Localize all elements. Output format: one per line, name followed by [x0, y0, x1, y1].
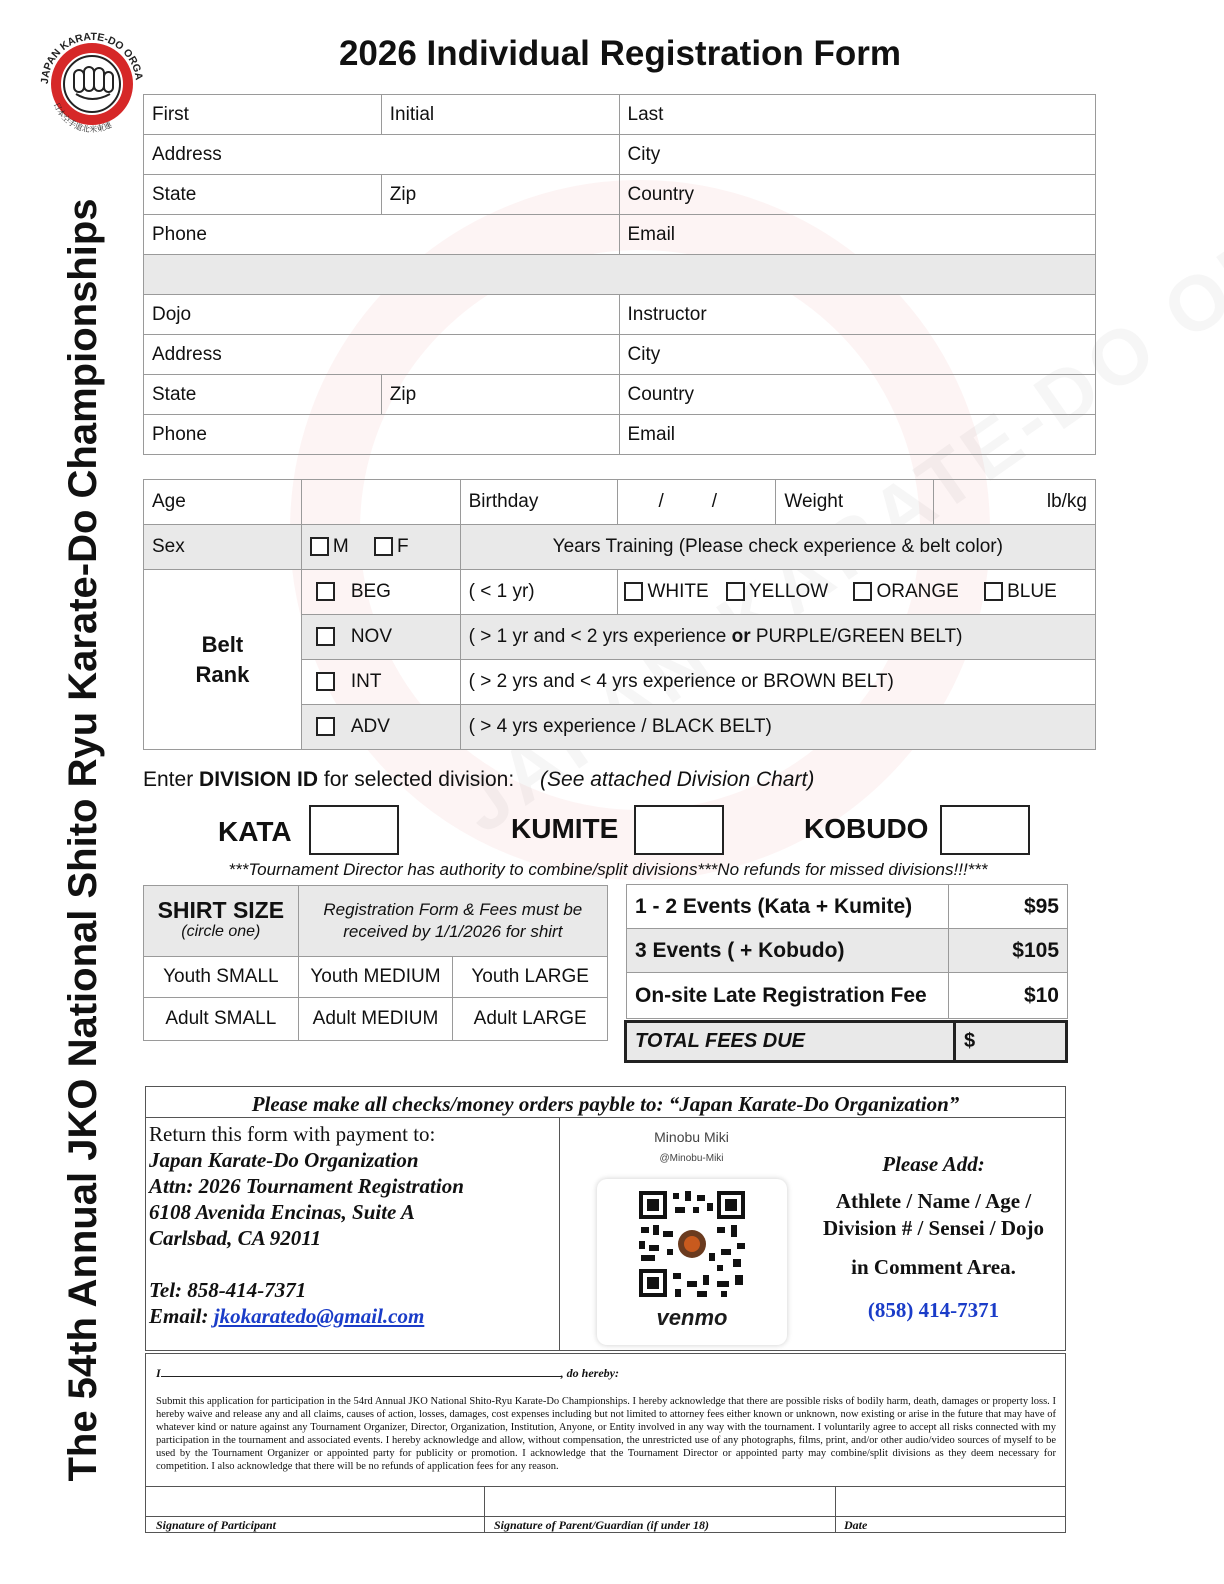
kata-label: KATA — [218, 816, 292, 847]
division-notice: ***Tournament Director has authority to combine/split divisions***No refunds for missed divisions!!!*** — [228, 860, 988, 879]
venmo-card[interactable] — [597, 1179, 787, 1345]
shirt-adult-small[interactable]: Adult SMALL — [144, 998, 299, 1041]
page-title: 2026 Individual Registration Form — [338, 34, 902, 73]
signature-bottom-line — [146, 1516, 1065, 1517]
participant-signature-field[interactable] — [148, 1487, 483, 1515]
section-divider — [144, 255, 1096, 295]
birthday-label: Birthday — [460, 480, 618, 525]
shirt-size-header: SHIRT SIZE (circle one) — [144, 886, 299, 957]
dojo-city-field[interactable]: City — [619, 335, 1096, 375]
rank-adv-checkbox[interactable] — [316, 717, 335, 736]
venmo-name: Minobu Miki — [654, 1129, 729, 1145]
birthday-field[interactable]: / / — [618, 480, 776, 525]
instructor-field[interactable]: Instructor — [619, 295, 1096, 335]
payment-header: Please make all checks/money orders payble to: “Japan Karate-Do Organization” — [146, 1087, 1065, 1118]
zip-field[interactable]: Zip — [381, 175, 619, 215]
fee-three-events-amount: $105 — [949, 929, 1068, 973]
parent-signature-label: Signature of Parent/Guardian (if under 18) — [494, 1518, 710, 1532]
belt-orange-checkbox[interactable] — [853, 582, 872, 601]
rank-int: INT — [301, 660, 460, 705]
belt-white-checkbox[interactable] — [624, 582, 643, 601]
kumite-label: KUMITE — [511, 813, 619, 844]
fee-two-events-label: 1 - 2 Events (Kata + Kumite) — [627, 885, 949, 929]
rank-nov-desc: ( > 1 yr and < 2 yrs experience or PURPLE/GREEN BELT) — [460, 615, 1095, 660]
shirt-size-table — [143, 885, 608, 1041]
belt-yellow-checkbox[interactable] — [726, 582, 745, 601]
contact-phone: (858) 414-7371 — [867, 1298, 1000, 1322]
age-field[interactable] — [301, 480, 460, 525]
belt-blue-checkbox[interactable] — [984, 582, 1003, 601]
dojo-address-field[interactable]: Address — [144, 335, 620, 375]
sex-m-checkbox[interactable] — [310, 537, 329, 556]
total-fees-input[interactable]: $ — [964, 1030, 976, 1052]
fees-table — [626, 884, 1068, 1019]
signature-divider-2 — [835, 1486, 836, 1533]
contact-info-table — [143, 94, 1096, 455]
fee-late-amount: $10 — [949, 973, 1068, 1019]
shirt-youth-small[interactable]: Youth SMALL — [144, 957, 299, 998]
first-name-field[interactable]: First — [144, 95, 382, 135]
vertical-championship-title: The 54th Annual JKO National Shito Ryu Karate-Do Championships — [61, 198, 105, 1482]
date-label: Date — [844, 1518, 868, 1532]
rank-nov-checkbox[interactable] — [316, 627, 335, 646]
email-field[interactable]: Email — [619, 215, 1096, 255]
city-field[interactable]: City — [619, 135, 1096, 175]
venmo-logo: venmo — [656, 1305, 728, 1330]
rank-beg-desc: ( < 1 yr) — [460, 570, 618, 615]
participant-signature-label: Signature of Participant — [156, 1518, 277, 1532]
logo-ring-text: JAPAN KARATE-DO ORGA — [38, 30, 145, 85]
shirt-adult-medium[interactable]: Adult MEDIUM — [298, 998, 453, 1041]
waiver-section — [145, 1353, 1066, 1533]
shirt-youth-medium[interactable]: Youth MEDIUM — [298, 957, 453, 998]
dojo-field[interactable]: Dojo — [144, 295, 620, 335]
rank-int-checkbox[interactable] — [316, 672, 335, 691]
total-fees-label: TOTAL FEES DUE — [626, 1022, 955, 1062]
shirt-youth-large[interactable]: Youth LARGE — [453, 957, 608, 998]
rank-adv-desc: ( > 4 yrs experience / BLACK BELT) — [460, 705, 1095, 750]
payment-divider — [559, 1117, 560, 1351]
rank-int-desc: ( > 2 yrs and < 4 yrs experience or BROWN BELT) — [460, 660, 1095, 705]
parent-signature-field[interactable] — [486, 1487, 833, 1515]
total-fees-row — [624, 1020, 1068, 1063]
kobudo-division-input[interactable] — [940, 805, 1030, 855]
years-training-label: Years Training (Please check experience & belt color) — [460, 525, 1095, 570]
dojo-phone-field[interactable]: Phone — [144, 415, 620, 455]
mailing-address: Return this form with payment to: Japan Karate-Do Organization Attn: 2026 Tournament Registration 6108 Avenida Encinas, Suite A Carlsbad, CA 92011 Tel: 858-414-7371 Email: jkokaratedo@gmail.com — [149, 1122, 464, 1328]
athlete-details-table — [143, 479, 1096, 750]
phone-field[interactable]: Phone — [144, 215, 620, 255]
rank-adv: ADV — [301, 705, 460, 750]
fee-two-events-amount: $95 — [949, 885, 1068, 929]
date-field[interactable] — [837, 1487, 1064, 1515]
kata-division-input[interactable] — [309, 805, 399, 855]
rank-nov: NOV — [301, 615, 460, 660]
signature-divider-1 — [484, 1486, 485, 1533]
belt-colors: WHITE YELLOW ORANGE BLUE — [618, 570, 1096, 615]
fee-three-events-label: 3 Events ( + Kobudo) — [627, 929, 949, 973]
state-field[interactable]: State — [144, 175, 382, 215]
address-field[interactable]: Address — [144, 135, 620, 175]
dojo-email-field[interactable]: Email — [619, 415, 1096, 455]
sex-f-checkbox[interactable] — [374, 537, 393, 556]
waiver-text: Submit this application for participation in the 54rd Annual JKO National Shito-Ryu Karate-Do Championships. I hereby acknowledge that there are possible risks of bodily harm, death, damages or property loss. I hereby waive and release any and all claims, causes of action, losses, damages, cost expenses including but not limited to attorney fees either known or unknown, now existing or arise in the future that may have of whatever kind or nature against any Tournament Organizer, Director, Organization, Institution, Anyone, or Entity involved in any way with the tournament. I voluntarily agree to accept all risks connected with my participation in the tournament and associated events. I hereby acknowledge and allow, without compensation, the unrestricted use of any photographs, films, print, and/or other audio/video sources of myself to be used by the Tournament Organizer or appointed party for publicity or promotion. I acknowledge that the Tournament Director or appointed party may combine/split divisions as they deem necessary for competition. I also acknowledge that there will be no refunds of application fees for any reason. — [156, 1396, 1056, 1472]
sex-label: Sex — [144, 525, 302, 570]
fist-logo-icon — [30, 22, 154, 146]
waiver-i-line: I , do hereby: — [156, 1366, 619, 1380]
weight-field[interactable]: lb/kg — [934, 480, 1096, 525]
last-name-field[interactable]: Last — [619, 95, 1096, 135]
fee-late-label: On-site Late Registration Fee — [627, 973, 949, 1019]
division-chart-note: (See attached Division Chart) — [540, 768, 815, 791]
dojo-country-field[interactable]: Country — [619, 375, 1096, 415]
weight-label: Weight — [776, 480, 934, 525]
sex-options: M F — [301, 525, 460, 570]
email-link[interactable]: jkokaratedo@gmail.com — [213, 1304, 425, 1328]
belt-rank-label: Belt Rank — [144, 570, 302, 750]
initial-field[interactable]: Initial — [381, 95, 619, 135]
dojo-zip-field[interactable]: Zip — [381, 375, 619, 415]
shirt-deadline-note: Registration Form & Fees must be received by 1/1/2026 for shirt — [298, 886, 607, 957]
venmo-handle: @Minobu-Miki — [659, 1153, 724, 1164]
shirt-adult-large[interactable]: Adult LARGE — [453, 998, 608, 1041]
age-label: Age — [144, 480, 302, 525]
dojo-state-field[interactable]: State — [144, 375, 382, 415]
logo-kanji: 日本空手道北米東連 — [51, 101, 114, 135]
rank-beg: BEG — [301, 570, 460, 615]
payment-section — [145, 1086, 1066, 1351]
division-instruction: Enter DIVISION ID for selected division: (See attached Division Chart) — [143, 768, 815, 791]
waiver-name-input[interactable] — [161, 1364, 561, 1377]
kumite-division-input[interactable] — [634, 805, 724, 855]
country-field[interactable]: Country — [619, 175, 1096, 215]
comment-instructions: Please Add: Athlete / Name / Age / Division # / Sensei / Dojo in Comment Area. (858) 414-7371 — [806, 1151, 1061, 1324]
jko-logo — [30, 22, 154, 146]
kobudo-label: KOBUDO — [804, 813, 929, 844]
qr-code-icon — [637, 1189, 747, 1299]
rank-beg-checkbox[interactable] — [316, 582, 335, 601]
